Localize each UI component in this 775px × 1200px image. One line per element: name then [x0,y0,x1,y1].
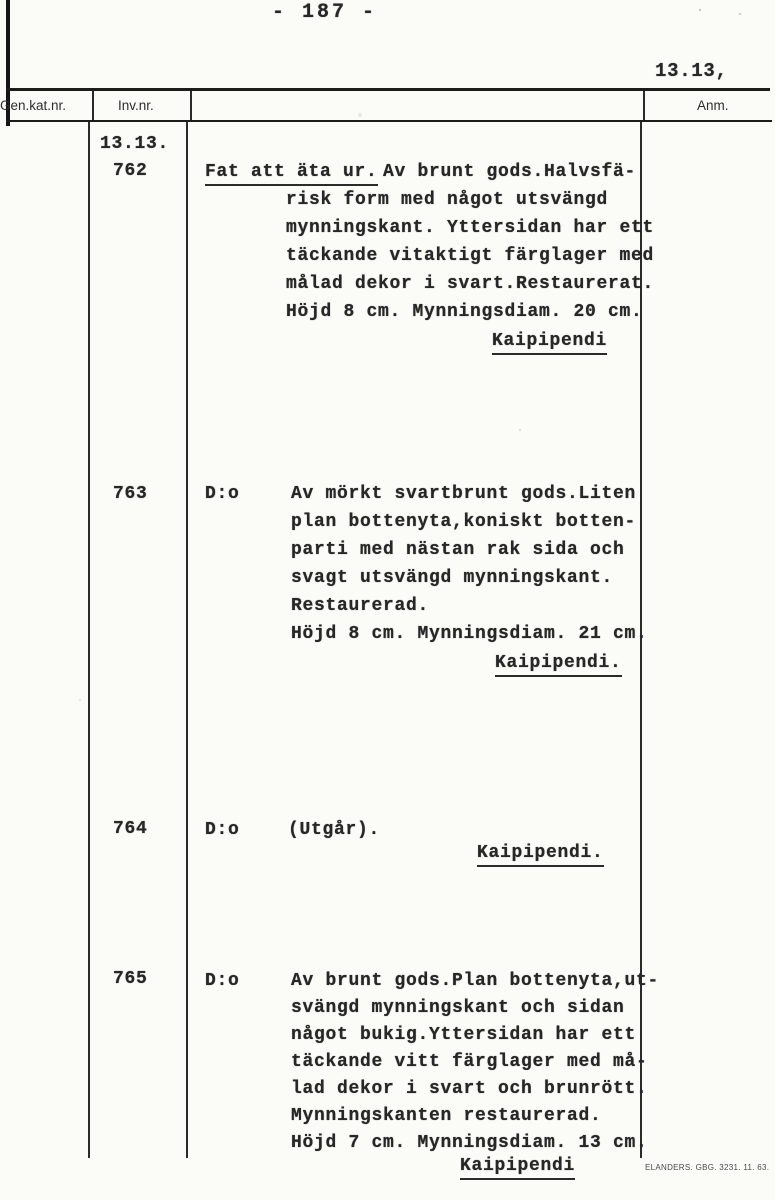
ditto-mark: D:o [205,484,240,504]
header-col-sep-3 [643,91,645,120]
inv-number: 764 [113,819,148,839]
inv-number: 762 [113,161,148,181]
entry-line: Av brunt gods.Plan bottenyta,ut- [291,971,660,991]
body-col-sep-1 [88,122,90,1158]
entry-line: målad dekor i svart.Restaurerat. [286,274,655,294]
inv-number: 763 [113,484,148,504]
entry-line: Av brunt gods.Halvsfä- [383,162,637,182]
entry-line: plan bottenyta,koniskt botten- [291,512,637,532]
entry-heading: Fat att äta ur. [205,161,378,186]
column-header-gen-kat-nr: Gen.kat.nr. [0,98,67,113]
entry-line: Restaurerad. [291,596,430,616]
entry-line: (Utgår). [288,820,381,840]
entry-line: täckande vitt färglager med må- [291,1052,648,1072]
ditto-mark: D:o [205,971,240,991]
entry-line: svängd mynningskant och sidan [291,998,625,1018]
page-number: - 187 - [272,1,378,24]
entry-line: något bukig.Yttersidan har ett [291,1025,637,1045]
entry-line: täckande vitaktigt färglager med [286,246,655,266]
entry-line: lad dekor i svart och brunrött. [291,1079,648,1099]
entry-line: Höjd 8 cm. Mynningsdiam. 21 cm. [291,624,648,644]
entry-signature: Kaipipendi [460,1155,575,1180]
section-ref-top-right: 13.13, [655,60,728,82]
entry-signature: Kaipipendi [492,330,607,355]
table-top-border [6,88,770,91]
section-label: 13.13. [100,134,170,154]
entry-line: Mynningskanten restaurerad. [291,1106,602,1126]
entry-line: Höjd 7 cm. Mynningsdiam. 13 cm. [291,1133,648,1153]
entry-line: risk form med något utsvängd [286,190,609,210]
column-header-inv-nr: Inv.nr. [118,98,154,113]
column-header-anm: Anm. [697,98,729,113]
entry-line: svagt utsvängd mynningskant. [291,568,614,588]
printer-mark: ELANDERS. GBG. 3231. 11. 63. [645,1163,770,1172]
entry-line: parti med nästan rak sida och [291,540,625,560]
inv-number: 765 [113,969,148,989]
entry-signature: Kaipipendi. [495,652,622,677]
entry-line: mynningskant. Yttersidan har ett [286,218,655,238]
entry-line: Av mörkt svartbrunt gods.Liten [291,484,637,504]
header-col-sep-2 [190,91,192,120]
entry-line: Höjd 8 cm. Mynningsdiam. 20 cm. [286,302,643,322]
header-col-sep-1 [92,91,94,120]
body-col-sep-2 [186,122,188,1158]
ditto-mark: D:o [205,820,240,840]
header-bottom-border [6,120,772,122]
entry-signature: Kaipipendi. [477,842,604,867]
